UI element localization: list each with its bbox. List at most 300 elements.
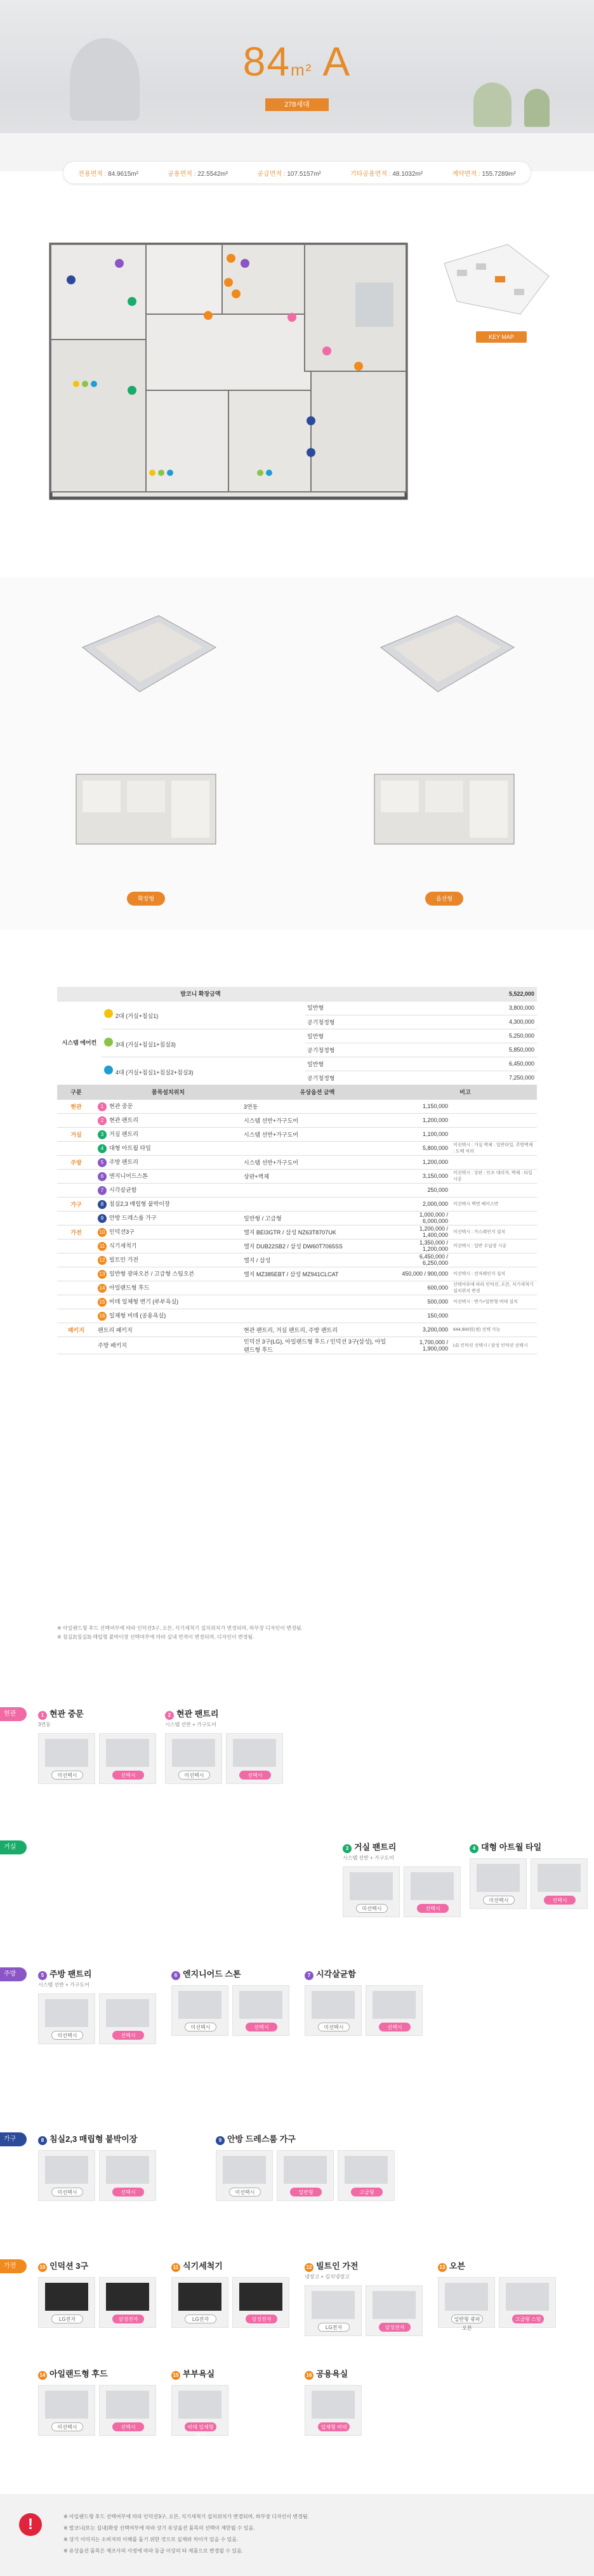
floor-plan bbox=[38, 219, 412, 511]
row-price: 600,000 bbox=[393, 1281, 451, 1295]
option-caption: 미선택시 bbox=[51, 1771, 83, 1780]
option-photo bbox=[45, 2283, 88, 2311]
table-row bbox=[57, 1099, 537, 1113]
row-location: 인덕션 3구(LG), 아일랜드형 후드 / 인덕션 3구(삼성), 아일랜드형 후드 bbox=[241, 1337, 393, 1354]
row-price: 1,000,000 / 6,000,000 bbox=[393, 1211, 451, 1225]
view-label-right[interactable]: 옵션형 bbox=[425, 892, 463, 906]
aircon-option-name: 2대 (거실+침실1) bbox=[116, 1013, 159, 1020]
option-title: 대형 아트월 타일 bbox=[481, 1842, 542, 1852]
option-item bbox=[171, 1967, 289, 2036]
option-thumbnail[interactable] bbox=[38, 2150, 95, 2201]
plan-marker-3 bbox=[128, 297, 136, 306]
option-number-badge: 12 bbox=[305, 2263, 314, 2272]
option-item bbox=[38, 2132, 156, 2201]
row-category bbox=[57, 1211, 95, 1225]
option-caption: 선택시 bbox=[112, 1771, 144, 1780]
option-price-table bbox=[57, 1085, 537, 1354]
aircon-row bbox=[57, 1001, 537, 1015]
option-caption: 선택시 bbox=[379, 2023, 411, 2031]
option-caption: 일반형 bbox=[290, 2188, 322, 2196]
area-common: 공용면적 : 22.5542m² bbox=[168, 170, 228, 178]
option-photo bbox=[239, 1991, 282, 2019]
option-thumbnail[interactable] bbox=[171, 1985, 228, 2036]
option-number-badge: 5 bbox=[38, 1971, 47, 1980]
row-note: 미선택시 : 가스레인지 설치 bbox=[451, 1225, 537, 1239]
option-thumbnail[interactable] bbox=[38, 1993, 95, 2044]
option-number-badge: 6 bbox=[98, 1172, 107, 1181]
option-number-badge: 16 bbox=[98, 1312, 107, 1321]
option-thumbnails bbox=[38, 2150, 156, 2201]
row-note: LG 인덕션 선택시 / 삼성 인덕션 선택시 bbox=[451, 1337, 537, 1354]
row-location bbox=[241, 1309, 393, 1323]
option-item bbox=[305, 2367, 362, 2436]
option-photo bbox=[106, 2283, 149, 2311]
option-caption: 선택시 bbox=[112, 2422, 144, 2431]
option-number-badge: 3 bbox=[98, 1130, 107, 1139]
table-row bbox=[57, 1323, 537, 1337]
row-price: 1,100,000 bbox=[393, 1127, 451, 1141]
row-location: 엘지 / 삼성 bbox=[241, 1253, 393, 1267]
option-item bbox=[305, 2259, 423, 2336]
aircon-options bbox=[57, 1001, 537, 1085]
option-title: 현관 팬트리 bbox=[176, 1709, 219, 1719]
area-supply: 공급면적 : 107.5157m² bbox=[257, 170, 321, 178]
option-number-badge: 16 bbox=[305, 2371, 314, 2380]
option-caption: 삼성전자 bbox=[112, 2315, 144, 2323]
option-photo bbox=[45, 2156, 88, 2184]
section-tag: 가전 bbox=[0, 2259, 27, 2273]
option-caption: 선택시 bbox=[112, 2188, 144, 2196]
option-photo bbox=[106, 1739, 149, 1767]
option-subtitle: 3연동 bbox=[38, 1722, 51, 1727]
option-item bbox=[38, 1967, 156, 2044]
plan-marker-2 bbox=[287, 313, 296, 322]
option-photo bbox=[178, 1991, 221, 2019]
option-number-badge: 4 bbox=[470, 1844, 478, 1853]
plan-marker-14 bbox=[224, 278, 233, 287]
hero-banner bbox=[0, 0, 594, 171]
section-tag: 현관 bbox=[0, 1707, 27, 1721]
row-location bbox=[241, 1295, 393, 1309]
row-price: 150,000 bbox=[393, 1309, 451, 1323]
option-title: 아일랜드형 후드 bbox=[50, 2369, 108, 2379]
row-item-name: 팬트리 패키지 bbox=[98, 1326, 133, 1333]
footer-note-3: ※ 상기 이미지는 소비자의 이해를 돕기 위한 것으로 실제와 차이가 있을 수 있음. bbox=[63, 2537, 239, 2542]
option-number-badge: 2 bbox=[98, 1116, 107, 1125]
row-price: 2,000,000 bbox=[393, 1197, 451, 1211]
aircon-dot bbox=[104, 1009, 113, 1018]
row-note: 미선택시 : 거실 벽체 : 일반타일, 주방벽체 : 도배 처리 bbox=[451, 1141, 537, 1155]
option-thumbnails bbox=[305, 1985, 423, 2036]
households-badge: 278세대 bbox=[265, 98, 329, 111]
option-thumbnails bbox=[171, 2277, 289, 2328]
row-note: 미선택시 : 변기+일반형 비데 설치 bbox=[451, 1295, 537, 1309]
option-caption: 미선택시 bbox=[51, 2188, 83, 2196]
option-photo bbox=[284, 2156, 327, 2184]
option-photo bbox=[223, 2156, 266, 2184]
option-photo bbox=[411, 1872, 454, 1900]
row-item-name: 거실 팬트리 bbox=[109, 1130, 138, 1137]
option-number-badge: 1 bbox=[38, 1711, 47, 1720]
option-title: 현관 중문 bbox=[50, 1709, 84, 1719]
option-caption: 선택시 bbox=[544, 1896, 576, 1905]
aircon-type: 일반형 bbox=[305, 1057, 410, 1071]
area-other: 기타공용면적 : 48.1032m² bbox=[350, 170, 423, 178]
row-location: 3연동 bbox=[241, 1099, 393, 1113]
option-caption: LG전자 bbox=[318, 2323, 350, 2332]
option-photo bbox=[477, 1864, 520, 1892]
aircon-type: 공기청정형 bbox=[305, 1071, 410, 1085]
option-caption: 선택시 bbox=[246, 2023, 277, 2031]
table-row bbox=[57, 1225, 537, 1239]
row-item-name: 엔지니어드스톤 bbox=[109, 1172, 148, 1179]
option-number-badge: 2 bbox=[165, 1711, 174, 1720]
table-row bbox=[57, 1337, 537, 1354]
row-note bbox=[451, 1099, 537, 1113]
row-note bbox=[451, 1183, 537, 1197]
option-number-badge: 7 bbox=[98, 1186, 107, 1195]
aircon-type: 일반형 bbox=[305, 1001, 410, 1015]
table-row bbox=[57, 1127, 537, 1141]
table-note-1: ※ 아일랜드형 후드 선택여부에 따라 인덕션3구, 오븐, 식기세척기 설치위치가 변경되며, 하부장 디자인이 변경됨. bbox=[57, 1625, 303, 1631]
option-photo bbox=[45, 1999, 88, 2027]
option-title: 엔지니어드 스톤 bbox=[183, 1969, 241, 1979]
option-number-badge: 10 bbox=[38, 2263, 47, 2272]
option-thumbnails bbox=[438, 2277, 556, 2331]
option-caption: 선택시 bbox=[112, 2031, 144, 2040]
option-number-badge: 10 bbox=[98, 1228, 107, 1237]
option-photo bbox=[312, 2291, 355, 2319]
row-item-name: 현관 팬트리 bbox=[109, 1116, 138, 1123]
option-subtitle: 시스템 선반 + 가구도어 bbox=[38, 1982, 89, 1988]
option-title: 시각살균함 bbox=[316, 1969, 356, 1979]
row-category: 거실 bbox=[57, 1127, 95, 1141]
option-number-badge: 14 bbox=[38, 2371, 47, 2380]
row-category: 가구 bbox=[57, 1197, 95, 1211]
unit-3d-views bbox=[0, 578, 594, 930]
option-photo bbox=[233, 1739, 276, 1767]
option-title: 거실 팬트리 bbox=[354, 1842, 397, 1852]
option-caption: 미선택시 bbox=[318, 2023, 350, 2031]
option-thumbnail[interactable] bbox=[366, 2285, 423, 2336]
table-row bbox=[57, 1155, 537, 1169]
option-thumbnail[interactable] bbox=[470, 1858, 527, 1909]
row-price: 6,450,000 / 6,250,000 bbox=[393, 1253, 451, 1267]
row-category bbox=[57, 1239, 95, 1253]
option-title: 인덕션 3구 bbox=[50, 2261, 89, 2271]
option-item bbox=[343, 1840, 461, 1917]
option-thumbnails bbox=[305, 2285, 423, 2336]
option-caption: 고급형 스팀오븐 bbox=[512, 2315, 544, 2323]
aircon-table: 발코니 확장금액 5,522,000 bbox=[57, 987, 537, 1001]
table-row bbox=[57, 1295, 537, 1309]
option-photo bbox=[538, 1864, 581, 1892]
table-row bbox=[57, 1113, 537, 1127]
option-caption: 일반형 광파오븐 bbox=[451, 2315, 483, 2323]
option-thumbnail[interactable] bbox=[404, 1866, 461, 1917]
plant-illustration-2 bbox=[524, 89, 550, 127]
option-caption: 삼성전자 bbox=[379, 2323, 411, 2332]
table-row bbox=[57, 1309, 537, 1323]
option-thumbnail[interactable] bbox=[99, 1733, 156, 1784]
row-category bbox=[57, 1309, 95, 1323]
aircon-dot bbox=[104, 1038, 113, 1047]
row-category bbox=[57, 1113, 95, 1127]
row-price: 250,000 bbox=[393, 1183, 451, 1197]
option-caption: 삼성전자 bbox=[246, 2315, 277, 2323]
row-location bbox=[241, 1197, 393, 1211]
option-photo bbox=[45, 2391, 88, 2419]
option-photo bbox=[106, 2391, 149, 2419]
option-thumbnail[interactable] bbox=[366, 1985, 423, 2036]
option-photo bbox=[239, 2283, 282, 2311]
option-thumbnail[interactable] bbox=[438, 2277, 495, 2331]
option-photo bbox=[178, 2283, 221, 2311]
row-note bbox=[451, 1113, 537, 1127]
plan-marker-16 bbox=[354, 362, 363, 371]
row-location bbox=[241, 1183, 393, 1197]
option-title: 오븐 bbox=[449, 2261, 466, 2271]
aircon-type: 공기청정형 bbox=[305, 1015, 410, 1029]
option-number-badge: 12 bbox=[98, 1256, 107, 1265]
option-thumbnails bbox=[171, 2385, 228, 2439]
area-info-bar bbox=[63, 162, 531, 183]
row-price: 450,000 / 900,000 bbox=[393, 1267, 451, 1281]
option-photo bbox=[445, 2283, 488, 2311]
table-row bbox=[57, 1183, 537, 1197]
option-title: 식기세척기 bbox=[183, 2261, 223, 2271]
view-3d-left-bottom bbox=[70, 755, 222, 850]
option-caption: 일체형 비데 bbox=[318, 2422, 350, 2431]
option-item bbox=[171, 2367, 228, 2439]
row-location: 엘지 DUB22SB2 / 삼성 DW60T7065SS bbox=[241, 1239, 393, 1253]
view-3d-right-top bbox=[368, 609, 520, 711]
area-exclusive: 전용면적 : 84.9615m² bbox=[78, 170, 138, 178]
row-location: 상판+벽체 bbox=[241, 1169, 393, 1183]
row-location: 시스템 선반+가구도어 bbox=[241, 1127, 393, 1141]
option-caption: 고급형 bbox=[351, 2188, 383, 2196]
aircon-option-name: 4대 (거실+침실1+침실2+침실3) bbox=[116, 1069, 194, 1076]
option-thumbnail[interactable] bbox=[99, 2277, 156, 2328]
row-item-name: 아일랜드형 후드 bbox=[109, 1284, 150, 1291]
section-tag: 가구 bbox=[0, 2132, 27, 2146]
section-tag: 거실 bbox=[0, 1840, 27, 1854]
unit-title: 84m² A bbox=[242, 39, 352, 84]
row-price: 3,150,000 bbox=[393, 1169, 451, 1183]
table-row bbox=[57, 1211, 537, 1225]
plan-marker-7 bbox=[241, 259, 249, 268]
option-caption: 선택시 bbox=[239, 1771, 271, 1780]
option-subtitle: 냉장고 + 김치냉장고 bbox=[305, 2274, 350, 2280]
aircon-price: 5,850,000 bbox=[410, 1043, 537, 1057]
option-item bbox=[171, 2259, 289, 2328]
option-photo bbox=[373, 2291, 416, 2319]
row-note: 미선택시 벽면 베이스만 bbox=[451, 1197, 537, 1211]
option-number-badge: 15 bbox=[171, 2371, 180, 2380]
option-thumbnails bbox=[216, 2150, 395, 2201]
row-item-name: 일체형 비데 (공용욕실) bbox=[109, 1312, 166, 1319]
option-item bbox=[305, 1967, 423, 2036]
row-location: 시스템 선반+가구도어 bbox=[241, 1113, 393, 1127]
option-number-badge: 1 bbox=[98, 1102, 107, 1111]
option-thumbnails bbox=[38, 2385, 156, 2436]
option-item bbox=[438, 2259, 556, 2331]
row-price: 500,000 bbox=[393, 1295, 451, 1309]
option-number-badge: 6 bbox=[171, 1971, 180, 1980]
option-thumbnail[interactable] bbox=[226, 1733, 283, 1784]
row-note: 미선택시 : 상판 : 인조 대리석, 벽체 : 타일 시공 bbox=[451, 1169, 537, 1183]
area-contract: 계약면적 : 155.7289m² bbox=[452, 170, 516, 178]
view-label-left[interactable]: 확장형 bbox=[127, 892, 165, 906]
row-note bbox=[451, 1155, 537, 1169]
option-caption: LG전자 bbox=[185, 2315, 216, 2323]
option-thumbnails bbox=[38, 2277, 156, 2328]
option-photo bbox=[312, 1991, 355, 2019]
option-caption: 선택시 bbox=[417, 1904, 449, 1913]
row-item-name: 대형 아트월 타일 bbox=[109, 1144, 151, 1151]
plan-marker-12 bbox=[204, 311, 213, 320]
footer-note-2: ※ 발코니(또는 실내)확장 선택여부에 따라 상기 유상옵션 품목의 선택이 제한될 수 있음. bbox=[63, 2525, 255, 2531]
option-thumbnail[interactable] bbox=[38, 2385, 95, 2436]
option-thumbnails bbox=[171, 1985, 289, 2036]
option-thumbnail[interactable] bbox=[99, 1993, 156, 2044]
row-note: 미선택시 : 전자레인지 설치 bbox=[451, 1267, 537, 1281]
option-caption: 미선택시 bbox=[483, 1896, 515, 1905]
option-thumbnail[interactable] bbox=[38, 1733, 95, 1784]
row-price: 1,700,000 / 1,900,000 bbox=[393, 1337, 451, 1354]
option-thumbnail[interactable] bbox=[232, 1985, 289, 2036]
option-number-badge: 5 bbox=[98, 1158, 107, 1167]
option-thumbnail[interactable] bbox=[338, 2150, 395, 2201]
row-location: 엘지 BEI3GTR / 삼성 NZ63T8707UK bbox=[241, 1225, 393, 1239]
footer-note-4: ※ 유상옵션 품목은 제조사의 사정에 따라 동급 이상의 타 제품으로 변경될 수 있음. bbox=[63, 2548, 243, 2554]
aircon-price: 5,250,000 bbox=[410, 1029, 537, 1043]
option-caption: 미선택시 bbox=[356, 1904, 388, 1913]
option-photo bbox=[350, 1872, 393, 1900]
option-number-badge: 13 bbox=[98, 1270, 107, 1279]
option-item bbox=[38, 2367, 156, 2436]
table-row bbox=[57, 1197, 537, 1211]
option-thumbnails bbox=[305, 2385, 362, 2436]
row-item-name: 식기세척기 bbox=[109, 1242, 137, 1249]
option-thumbnail[interactable] bbox=[499, 2277, 556, 2331]
section-tag: 주방 bbox=[0, 1967, 27, 1981]
row-location: 일반형 / 고급형 bbox=[241, 1211, 393, 1225]
option-number-badge: 11 bbox=[98, 1242, 107, 1251]
table-row bbox=[57, 1141, 537, 1155]
row-price: 1,150,000 bbox=[393, 1099, 451, 1113]
option-item bbox=[216, 2132, 395, 2201]
option-thumbnails bbox=[165, 1733, 283, 1784]
aircon-type: 일반형 bbox=[305, 1029, 410, 1043]
aircon-group: 시스템 에어컨 bbox=[57, 1001, 102, 1085]
option-thumbnail[interactable] bbox=[277, 2150, 334, 2201]
row-category: 가전 bbox=[57, 1225, 95, 1239]
row-price: 1,200,000 bbox=[393, 1155, 451, 1169]
table-row bbox=[57, 1281, 537, 1295]
option-photo bbox=[178, 2391, 221, 2419]
option-thumbnail[interactable] bbox=[531, 1858, 588, 1909]
option-thumbnail[interactable] bbox=[305, 1985, 362, 2036]
aircon-dot bbox=[104, 1066, 113, 1074]
option-thumbnail[interactable] bbox=[171, 2385, 228, 2439]
row-category bbox=[57, 1169, 95, 1183]
option-item bbox=[38, 2259, 156, 2328]
option-thumbnail[interactable] bbox=[216, 2150, 273, 2201]
option-item bbox=[470, 1840, 588, 1909]
option-thumbnail[interactable] bbox=[38, 2277, 95, 2328]
option-item bbox=[38, 1707, 156, 1784]
option-photo bbox=[345, 2156, 388, 2184]
option-thumbnail[interactable] bbox=[99, 2385, 156, 2436]
option-photo bbox=[312, 2391, 355, 2419]
plan-marker-8b bbox=[307, 416, 315, 425]
option-thumbnail[interactable] bbox=[343, 1866, 400, 1917]
row-category: 현관 bbox=[57, 1099, 95, 1113]
row-category bbox=[57, 1281, 95, 1295]
option-subtitle: 시스템 선반 + 가구도어 bbox=[165, 1722, 216, 1727]
table-note-2: ※ 침실2(침실3) 매립형 붙박이장 선택여부에 따라 실내 면적이 변경되며, 디자인이 변경됨. bbox=[57, 1634, 254, 1640]
option-photo bbox=[45, 1739, 88, 1767]
row-category bbox=[57, 1141, 95, 1155]
keymap-label: KEY MAP bbox=[476, 331, 527, 343]
row-category bbox=[57, 1295, 95, 1309]
option-caption: 미선택시 bbox=[229, 2188, 261, 2196]
row-item-name: 주방 팬트리 bbox=[109, 1158, 138, 1165]
row-price: 5,800,000 bbox=[393, 1141, 451, 1155]
option-thumbnail[interactable] bbox=[165, 1733, 222, 1784]
row-price: 1,350,000 / 1,200,000 bbox=[393, 1239, 451, 1253]
plan-marker-9 bbox=[307, 448, 315, 457]
option-thumbnails bbox=[343, 1866, 461, 1917]
row-note bbox=[451, 1309, 537, 1323]
disclaimer-footer bbox=[0, 2494, 594, 2576]
row-item-name: 안방 드레스룸 가구 bbox=[109, 1214, 157, 1221]
option-number-badge: 8 bbox=[38, 2136, 47, 2145]
plan-marker-5 bbox=[115, 259, 124, 268]
option-number-badge: 9 bbox=[98, 1214, 107, 1223]
row-note: 선택여부에 따라 인덕션, 오븐, 식기세척기 설치위치 변경 bbox=[451, 1281, 537, 1295]
row-item-name: 시각살균함 bbox=[109, 1186, 137, 1193]
footer-note-1: ※ 아일랜드형 후드 선택여부에 따라 인덕션3구, 오븐, 식기세척기 설치위치가 변경되며, 하부장 디자인이 변경됨. bbox=[63, 2514, 309, 2520]
option-title: 주방 팬트리 bbox=[50, 1969, 92, 1979]
option-thumbnails bbox=[38, 1993, 156, 2044]
option-thumbnails bbox=[38, 1733, 156, 1784]
key-map bbox=[432, 238, 558, 327]
row-price: 1,200,000 bbox=[393, 1113, 451, 1127]
row-item-name: 주방 패키지 bbox=[98, 1342, 127, 1349]
aircon-type: 공기청정형 bbox=[305, 1043, 410, 1057]
option-thumbnail[interactable] bbox=[305, 2385, 362, 2436]
row-note: 644,900원(정) 선택 가능 bbox=[451, 1323, 537, 1337]
option-thumbnail[interactable] bbox=[99, 2150, 156, 2201]
table-row bbox=[57, 1253, 537, 1267]
plan-marker-4 bbox=[128, 386, 136, 395]
option-title: 빌트인 가전 bbox=[316, 2261, 359, 2271]
option-photo bbox=[106, 1999, 149, 2027]
option-thumbnail[interactable] bbox=[171, 2277, 228, 2328]
option-thumbnail[interactable] bbox=[232, 2277, 289, 2328]
aircon-price: 3,800,000 bbox=[410, 1001, 537, 1015]
option-title: 공용욕실 bbox=[316, 2369, 348, 2379]
plan-marker-13 bbox=[232, 289, 241, 298]
row-note bbox=[451, 1127, 537, 1141]
table-row bbox=[57, 1169, 537, 1183]
option-thumbnail[interactable] bbox=[305, 2285, 362, 2336]
option-photo bbox=[506, 2283, 549, 2311]
option-photo bbox=[373, 1991, 416, 2019]
option-title: 침실2,3 매립형 붙박이장 bbox=[50, 2134, 138, 2144]
